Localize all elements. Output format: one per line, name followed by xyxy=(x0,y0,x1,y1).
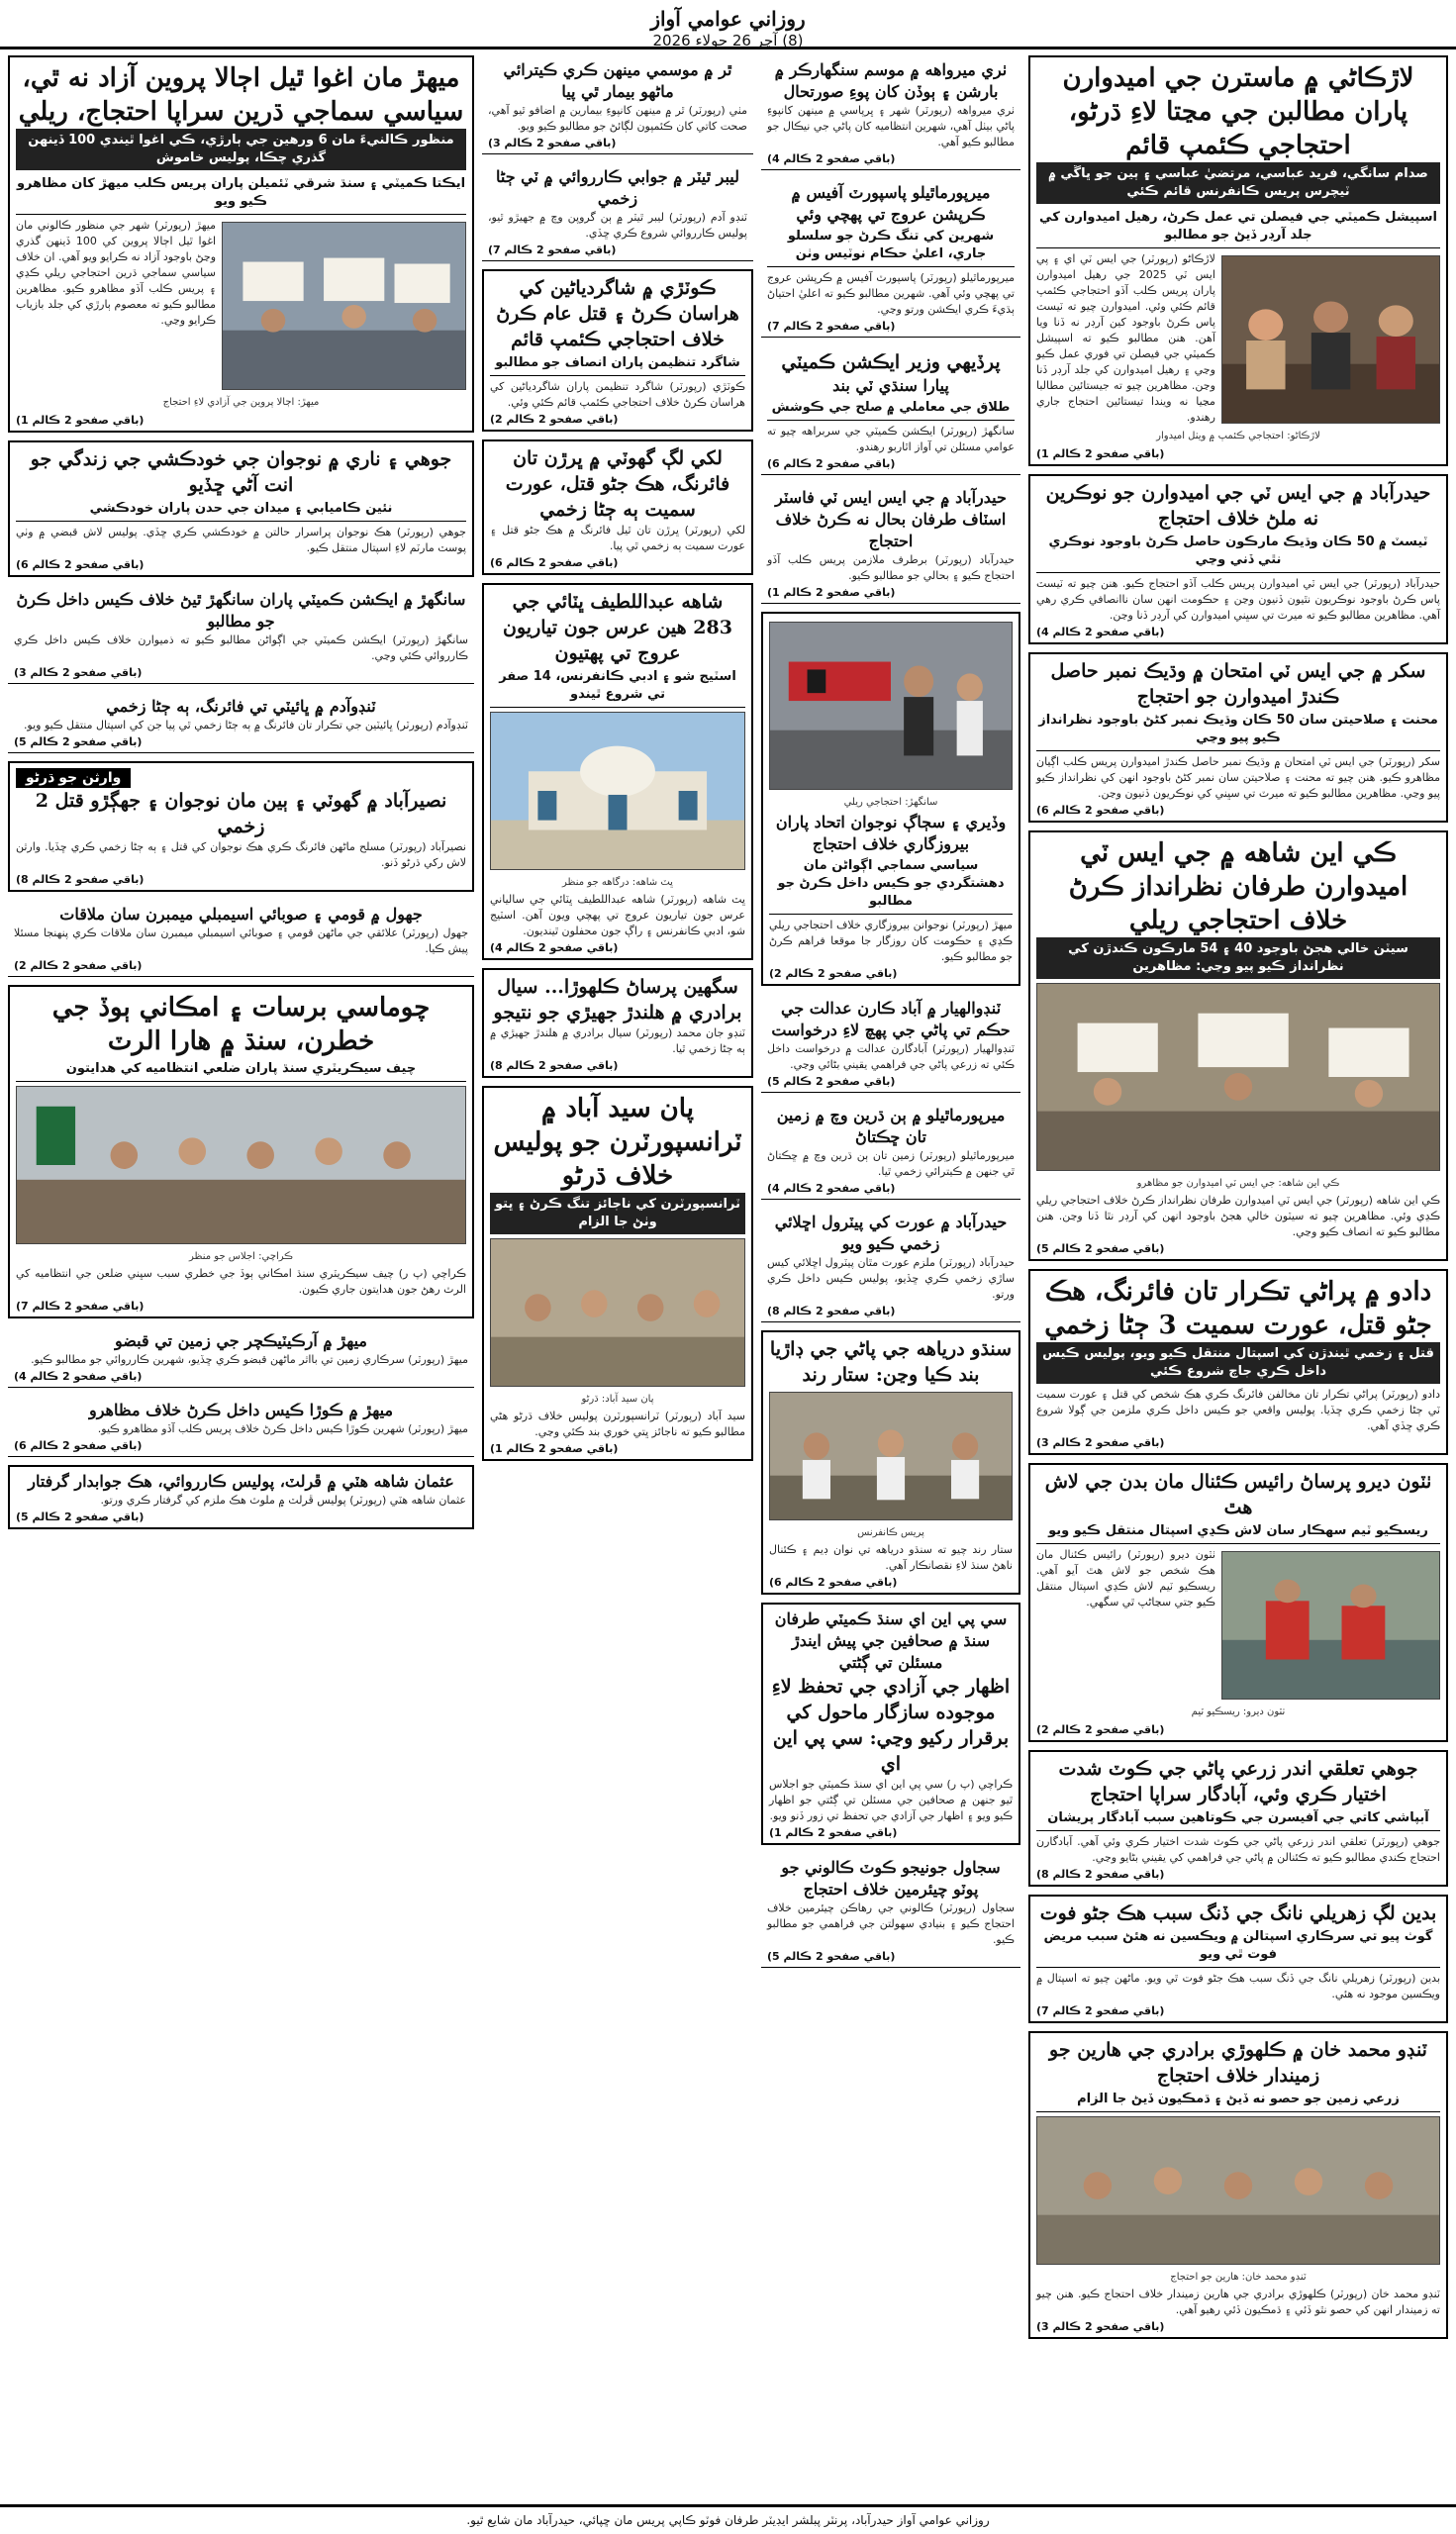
continued: (باقي صفحو 2 ڪالم 3) xyxy=(1036,1436,1165,1449)
continued: (باقي صفحو 2 ڪالم 2) xyxy=(1036,1723,1165,1736)
story-usman-shah xyxy=(8,1465,474,1529)
continued: (باقي صفحو 2 ڪالم 6) xyxy=(490,556,619,569)
photo-caption: ڪراچي: اجلاس جو منظر xyxy=(189,1251,293,1262)
subhead: اسٽيج شو ۽ ادبي ڪانفرنس، 14 صفر تي شروع ٿيندو xyxy=(490,666,745,708)
column-3 xyxy=(482,55,753,2500)
story-thar-rain xyxy=(482,55,753,154)
story-bhitai-urs xyxy=(482,583,753,960)
story-mehar-land xyxy=(8,1326,474,1388)
continued: (باقي صفحو 2 ڪالم 6) xyxy=(16,558,145,571)
continued: (باقي صفحو 2 ڪالم 1) xyxy=(769,1826,898,1839)
photo-protest-camp xyxy=(1221,255,1440,424)
story-sukkur-gst xyxy=(1028,652,1448,823)
headline: ڪوٽڙي ۾ شاگردياڻين کي هراسان ڪرڻ ۽ قتل عام ڪرڻ خلاف احتجاجي ڪئمپ قائم xyxy=(496,277,739,350)
story-body: ٽنڊو محمد خان (رپورٽر) ڪلهوڙي برادري جي هارين زميندار خلاف احتجاج ڪيو. هنن چيو ته زميندار انهن کي حصو نٿو ڏئي ۽ ڌمڪيون ڏئي رهيو آهي. xyxy=(1036,2288,1440,2316)
subhead: منظور ڪالنيءَ مان 6 ورهين جي ٻارڙي، ڪي اغوا ٿيندي 100 ڏينهن گذري چڪا، پوليس خاموش xyxy=(16,129,466,170)
continued: (باقي صفحو 2 ڪالم 5) xyxy=(16,1511,145,1523)
story-body: ڀٽ شاهه (رپورٽر) شاهه عبداللطيف ڀٽائي جي سالياني عرس جون تياريون عروج تي پهچي ويون آهن. اسٽيج شو، ادبي ڪانفرنس ۽ راڳ جون محفلون ٿينديون. xyxy=(490,893,745,937)
headline: جهول ۾ قومي ۽ صوبائي اسيمبلي ميمبرن سان ملاقات xyxy=(59,905,423,924)
story-mehar-abduction xyxy=(8,55,474,433)
subhead: چيف سيڪريٽري سنڌ پاران ضلعي انتظاميه کي هدايتون xyxy=(16,1058,466,1082)
headline: سکر ۾ جي ايس ٽي امتحان ۾ وڌيڪ نمبر حاصل ڪندڙ اميدوارن جو احتجاج xyxy=(1050,660,1426,708)
badge: وارثن جو ڌرڻو xyxy=(16,768,131,788)
story-jhol-meeting xyxy=(8,900,474,977)
story-body: ڪراچي (پ ر) چيف سيڪريٽري سنڌ امڪاني ٻوڏ جي خطري سبب سڀني ضلعن جي انتظاميه کي الرٽ رهڻ جون هدايتون جاري ڪيون. xyxy=(16,1267,466,1296)
continued: (باقي صفحو 2 ڪالم 8) xyxy=(490,1059,619,1072)
masthead xyxy=(0,0,1456,49)
story-tando-adam-firing xyxy=(8,692,474,753)
photo-caption: پان سيد آباد: ڌرڻو xyxy=(581,1394,654,1405)
headline: عثمان شاهه هٽي ۾ ڦرلٽ، پوليس ڪارروائي، هڪ جوابدار گرفتار xyxy=(28,1472,454,1491)
story-sanghar-action xyxy=(8,585,474,684)
continued: (باقي صفحو 2 ڪالم 4) xyxy=(767,152,896,165)
continued: (باقي صفحو 2 ڪالم 7) xyxy=(767,320,896,333)
subhead: ريسڪيو ٽيم سهڪار سان لاش ڪڍي اسپتال منتقل ڪيو ويو xyxy=(1036,1520,1440,1544)
story-mehar-false-cases xyxy=(8,1396,474,1457)
story-body: حيدرآباد (رپورٽر) برطرف ملازمن پريس ڪلب آڏو احتجاج ڪيو ۽ بحالي جو مطالبو ڪيو. xyxy=(767,553,1015,582)
headline: ٺٽون ديرو پرساڻ رائيس ڪئنال مان بدن جي لاش هٿ xyxy=(1044,1471,1432,1518)
continued: (باقي صفحو 2 ڪالم 1) xyxy=(16,414,145,427)
story-hyderabad-woman xyxy=(761,1208,1020,1322)
headline: سنڌو درياهه جي پاڻي جي ڊاڙيا بند ڪيا وڃن: ستار رند xyxy=(769,1338,1013,1386)
headline: دادو ۾ پراڻي تڪرار تان فائرنگ، هڪ جڻو قتل، عورت سميت 3 ڄڻا زخمي xyxy=(1044,1277,1432,1340)
headline: ڪي اين شاهه ۾ جي ايس ٽي اميدوارن طرفان نظرانداز ڪرڻ خلاف احتجاجي ريلي xyxy=(1068,838,1408,935)
photo-youth-rally xyxy=(769,622,1013,790)
continued: (باقي صفحو 2 ڪالم 8) xyxy=(767,1305,896,1317)
subhead: زرعي زمين جو حصو نه ڏيڻ ۽ ڌمڪيون ڏيڻ جا الزام xyxy=(1036,2089,1440,2112)
photo-abduction-protest xyxy=(222,222,466,390)
photo-rescue-team xyxy=(1221,1551,1440,1700)
story-body: دادو (رپورٽر) پراڻي تڪرار تان مخالفن فائرنگ ڪري هڪ شخص کي قتل ۽ عورت سميت ٽي ڄڻا زخمي ڪري ڇڏيا. پوليس واقعي جو ڪيس داخل ڪري ملزمن جي ڳولا شروع ڪري ڇڏي آهي. xyxy=(1036,1388,1440,1432)
subhead-2: اسپيشل ڪميٽي جي فيصلن تي عمل ڪرڻ، رهيل اميدوارن کي جلد آرڊر ڏيڻ جو مطالبو xyxy=(1036,207,1440,248)
photo-caption: سانگهڙ: احتجاجي ريلي xyxy=(843,797,938,808)
headline: ٽنڊوالهيار ۾ آباد ڪارن عدالت جي حڪم تي پاڻي جي پهچ لاءِ درخواست xyxy=(771,999,1011,1039)
subhead: ٽرانسپورٽرن کي ناجائز تنگ ڪرڻ ۽ ڀتو وٺڻ جا الزام xyxy=(490,1193,745,1234)
story-body: ٽنڊوالهيار (رپورٽر) آبادگارن عدالت ۾ درخواست داخل ڪئي ته زرعي پاڻي جي فراهمي يقيني بڻائي وڃي. xyxy=(767,1042,1015,1071)
photo-caption: ٽنڊو محمد خان: هارين جو احتجاج xyxy=(1170,2272,1307,2283)
story-thatta-body-found xyxy=(1028,1463,1448,1742)
photo-caption: ٺٽون ديرو: ريسڪيو ٽيم xyxy=(1191,1706,1286,1717)
continued: (باقي صفحو 2 ڪالم 3) xyxy=(488,137,617,149)
headline: پان سيد آباد ۾ ٽرانسپورٽرن جو پوليس خلاف ڌرڻو xyxy=(493,1094,742,1191)
story-cpne xyxy=(761,1603,1020,1845)
subhead: شاگرد تنظيمن پاران انصاف جو مطالبو xyxy=(490,352,745,376)
story-body: سيد آباد (رپورٽر) ٽرانسپورٽرن پوليس خلاف ڌرڻو هڻي مطالبو ڪيو ته ناجائز ڀتي خوري بند ڪئي وڃي. xyxy=(490,1410,745,1438)
subhead: سيٽن خالي هجڻ باوجود 40 ۽ 54 مارڪون ڪندڙن کي نظرانداز ڪيو پيو وڃي: مظاهرين xyxy=(1036,937,1440,979)
story-body: ڪراچي (پ ر) سي پي اين اي سنڌ ڪميٽي جو اجلاس ٿيو جنهن ۾ صحافين جي مسئلن تي ڳڻتي جو اظهار ڪيو ويو ۽ اظهار جي آزادي جي تحفظ تي زور ڏنو ويو. xyxy=(769,1778,1013,1822)
story-johi-suicide xyxy=(8,440,474,577)
headline: ٿر ۾ موسمي مينهن ڪري ڪيترائي ماڻهو بيمار ٿي پيا xyxy=(503,60,732,101)
story-body: سانگهڙ (رپورٽر) ايڪشن ڪميٽي جي اڳواڻن مطالبو ڪيو ته ذميوارن خلاف ڪيس داخل ڪري ڪارروائي ڪئي وڃي. xyxy=(14,634,468,662)
continued: (باقي صفحو 2 ڪالم 6) xyxy=(769,1576,898,1589)
headline: پرڏيهي وزير ايڪشن ڪميٽي xyxy=(781,351,1001,373)
headline: ميهڙ ۾ آرڪيٽيڪچر جي زمين تي قبضو xyxy=(115,1331,367,1350)
subhead: آبپاشي کاتي جي آفيسرن جي ڪوتاهين سبب آبادگار پريشان xyxy=(1036,1807,1440,1831)
story-tando-mkhan xyxy=(1028,2031,1448,2339)
column-4 xyxy=(8,55,474,2500)
story-body: نصيرآباد (رپورٽر) مسلح ماڻهن فائرنگ ڪري هڪ نوجوان کي قتل ۽ ٻه ڄڻا زخمي ڪري ڇڏيا. وارثن لاش رکي ڌرڻو ڏنو. xyxy=(16,840,466,869)
story-johi-water xyxy=(1028,1750,1448,1887)
story-passport-office xyxy=(761,178,1020,338)
headline: ميهڙ ۾ ڪوڙا ڪيس داخل ڪرڻ خلاف مظاهرو xyxy=(88,1401,394,1419)
headline: شاهه عبداللطيف ڀٽائي جي 283 هين عرس جون تياريون عروج تي پهتيون xyxy=(503,591,732,664)
story-body: ميهڙ (رپورٽر) شهر جي منظور ڪالوني مان اغوا ٿيل اڄالا پروين کي 100 ڏينهن گذري وڃڻ باوجود آزاد نه ڪرايو ويو آهي. ان خلاف سياسي سماجي ڌرين احتجاجي ريلي ڪڍي ۽ پريس ڪلب آڏو مظاهرو ڪيو. مظاهرين مطالبو ڪيو ته معصوم ٻارڙي کي جلد بازياب ڪرايو وڃي. xyxy=(16,219,217,327)
imprint-footer: روزاني عوامي آواز حيدرآباد، پرنٽر پبلشر ايڊيٽر طرفان فوٽو ڪاپي پريس مان ڇپائي، حيدرآباد مان شايع ٿيو. xyxy=(0,2504,1456,2534)
continued: (باقي صفحو 2 ڪالم 1) xyxy=(490,1442,619,1455)
story-body: ڪوٽڙي (رپورٽر) شاگرد تنظيمن پاران شاگردياڻين کي هراسان ڪرڻ خلاف احتجاجي ڪئمپ قائم ڪئي وئي. xyxy=(490,380,745,409)
story-body: ٽنڊوآدم (رپورٽر) ڀائيٽين جي تڪرار تان فائرنگ ۾ ٻه ڄڻا زخمي ٿي پيا جن کي اسپتال منتقل ڪيو ويو. xyxy=(23,719,468,731)
story-hyderabad-gst xyxy=(1028,474,1448,644)
headline: حيدرآباد ۾ جي ايس ايس ٽي فاسٽر اسٽاف طرفان بحال نه ڪرڻ خلاف احتجاج xyxy=(775,488,1007,550)
continued: (باقي صفحو 2 ڪالم 7) xyxy=(16,1300,145,1313)
photo-caption: ڪي اين شاهه: جي ايس ٽي اميدوارن جو مظاهرو xyxy=(1136,1178,1340,1189)
story-thari-mirwah xyxy=(761,55,1020,170)
continued: (باقي صفحو 2 ڪالم 3) xyxy=(1036,2320,1165,2333)
continued: (باقي صفحو 2 ڪالم 4) xyxy=(490,941,619,954)
subhead: طلاق جي معاملي ۾ صلح جي ڪوشش xyxy=(767,397,1015,421)
story-lakki-firing xyxy=(482,439,753,575)
story-body: ميهڙ (رپورٽر) سرڪاري زمين تي بااثر ماڻهن قبضو ڪري ڇڏيو، شهرين ڪارروائي جو مطالبو ڪيو. xyxy=(31,1353,468,1366)
headline: ٺري ميرواهه ۾ موسم سنگهارڪر ۾ بارشن ۽ ٻوڏن کان پوءِ صورتحال xyxy=(774,60,1008,101)
headline: بدين لڳ زهريلي نانگ جي ڏنگ سبب هڪ جڻو فوت xyxy=(1039,1902,1437,1924)
continued: (باقي صفحو 2 ڪالم 8) xyxy=(16,873,145,886)
story-body: بدين (رپورٽر) زهريلي نانگ جي ڏنگ سبب هڪ جڻو فوت ٿي ويو. ماڻهن چيو ته اسپتال ۾ ويڪسين موجود نه هئي. xyxy=(1036,1972,1440,2000)
headline: لاڙڪاڻي ۾ ماسترن جي اميدوارن پاران مطالبن جي مڃتا لاءِ ڌرڻو، احتجاجي ڪئمپ قائم xyxy=(1062,63,1414,160)
headline: وڏيري ۽ سڄاڳ نوجوان اتحاد پاران بيروزگاري خلاف احتجاج xyxy=(775,813,1007,853)
story-sial-clash xyxy=(482,968,753,1078)
continued: (باقي صفحو 2 ڪالم 2) xyxy=(769,967,898,980)
continued: (باقي صفحو 2 ڪالم 8) xyxy=(1036,1868,1165,1881)
story-kn-shah-rally xyxy=(1028,830,1448,1261)
story-body: ميهڙ (رپورٽر) نوجوانن بيروزگاري خلاف احتجاجي ريلي ڪڍي ۽ حڪومت کان روزگار جا موقعا فراهم ڪرڻ جو مطالبو ڪيو. xyxy=(769,919,1013,963)
story-body: ٽنڊو آدم (رپورٽر) ليبر ٿيٽر ۾ ٻن گروپن وچ ۾ جهيڙو ٿيو، پوليس ڪارروائي شروع ڪري ڇڏي. xyxy=(488,211,747,240)
subhead: ٽيسٽ ۾ 50 ڪان وڌيڪ مارڪون حاصل ڪرڻ باوجود نوڪري نٿي ڏني وڃي xyxy=(1036,532,1440,573)
story-body: جوهي (رپورٽر) هڪ نوجوان پراسرار حالتن ۾ خودڪشي ڪري ڇڏي. پوليس لاش قبضي ۾ وٺي پوسٽ مارٽم لاءِ اسپتال منتقل ڪيو. xyxy=(16,526,466,554)
headline: چوماسي برسات ۽ امڪاني ٻوڏ جي خطرن، سنڌ ۾ هارا الرٽ xyxy=(51,993,431,1056)
continued: (باقي صفحو 2 ڪالم 4) xyxy=(767,1182,896,1195)
photo-transport-sitin xyxy=(490,1238,745,1387)
continued: (باقي صفحو 2 ڪالم 2) xyxy=(14,959,143,972)
story-body: ميهڙ (رپورٽر) شهرين ڪوڙا ڪيس داخل ڪرڻ خلاف پريس ڪلب آڏو مظاهرو ڪيو. xyxy=(97,1422,468,1435)
headline: سانگهڙ ۾ ايڪشن ڪميٽي پاران سانگهڙ ٿيڻ خلاف ڪيس داخل ڪرڻ جو مطالبو xyxy=(16,590,466,631)
headline-2: اظهار جي آزادي جي تحفظ لاءِ موجوده سازگار ماحول کي برقرار رکيو وڃي: سي پي اين اي xyxy=(771,1676,1011,1775)
story-labour-theatre xyxy=(482,162,753,261)
continued: (باقي صفحو 2 ڪالم 6) xyxy=(14,1439,143,1452)
headline: ٽنڊوآدم ۾ ڀائيٽي تي فائرنگ، ٻه ڄڻا زخمي xyxy=(106,697,376,716)
photo-caption: پريس ڪانفرنس xyxy=(857,1527,924,1538)
story-body: جهول (رپورٽر) علائقي جي ماڻهن قومي ۽ صوبائي اسيمبلي ميمبرن سان ملاقات ڪري پنهنجا مسئلا پيش ڪيا. xyxy=(14,926,468,955)
story-body: ميرپورماٿيلو (رپورٽر) زمين تان ٻن ڌرين وچ ۾ ڇڪتاڻ ٿي جنهن ۾ ڪيترائي زخمي ٿيا. xyxy=(767,1149,1015,1178)
headline: نصيرآباد ۾ گهوٽي ۽ ٻين مان نوجوان ۽ جهڳڙو قتل 2 زخمي xyxy=(35,790,447,837)
column-2 xyxy=(761,55,1020,2500)
continued: (باقي صفحو 2 ڪالم 4) xyxy=(1036,626,1165,638)
headline: ٽنڊو محمد خان ۾ ڪلهوڙي برادري جي هارين جو زميندار خلاف احتجاج xyxy=(1049,2039,1427,2087)
photo-rally xyxy=(1036,983,1440,1171)
story-badin-snake xyxy=(1028,1895,1448,2023)
story-nasirabad-murder xyxy=(8,761,474,892)
story-sujawal-colony xyxy=(761,1853,1020,1968)
headline: حيدرآباد ۾ عورت کي پيٽرول اڇلائي زخمي ڪيو ويو xyxy=(774,1213,1008,1253)
headline: ميرپورماٿيلو پاسپورٽ آفيس ۾ ڪرپشن عروج تي پهچي وئي xyxy=(791,183,991,224)
story-indus-water xyxy=(761,1330,1020,1595)
story-body: مٺي (رپورٽر) ٿر ۾ مينهن کانپوءِ بيمارين ۾ اضافو ٿيو آهي، صحت کاتي کان ڪئمپون لڳائڻ جو مطالبو ڪيو ويو. xyxy=(488,104,747,133)
story-body: عثمان شاهه هٽي (رپورٽر) پوليس ڦرلٽ ۾ ملوث هڪ ملزم کي گرفتار ڪري ورتو. xyxy=(100,1494,466,1507)
column-1 xyxy=(1028,55,1448,2500)
continued: (باقي صفحو 2 ڪالم 7) xyxy=(1036,2004,1165,2017)
story-body: سکر (رپورٽر) جي ايس ٽي امتحان ۾ وڌيڪ نمبر حاصل ڪندڙ اميدوارن پريس ڪلب اڳيان مظاهرو ڪيو. هنن چيو ته محنت ۽ صلاحيتن سان نمبر کڻڻ باوجود انهن کي نظرانداز ڪيو پيو وڃي. مظاهرين مطالبو ڪيو ته ميرٽ تي سڀني کي نوڪريون ڏنيون وڃن. xyxy=(1036,755,1440,800)
headline: جوهي ۽ ناري ۾ نوجوان جي خودڪشي جي زندگي جو انت آڻي ڇڏيو xyxy=(30,448,452,496)
continued: (باقي صفحو 2 ڪالم 6) xyxy=(1036,804,1165,817)
story-body: حيدرآباد (رپورٽر) جي ايس ٽي اميدوارن پريس ڪلب آڏو احتجاج ڪيو. هنن چيو ته ٽيسٽ پاس ڪرڻ باوجود نوڪريون نٿيون ڏنيون وڃن ۽ حڪومت انهن سان ناانصافي ڪري رهي آهي. مظاهرين مطالبو ڪيو ته ميرٽ تي سڀني اميدوارن کي آرڊر ڏنا وڃن. xyxy=(1036,577,1440,622)
photo-press-conference xyxy=(769,1392,1013,1520)
story-hyderabad-staff xyxy=(761,483,1020,604)
story-tando-allahyar xyxy=(761,994,1020,1093)
story-youth-alliance xyxy=(761,612,1020,986)
headline: سي پي اين اي سنڌ ڪميٽي طرفان سنڌ ۾ صحافين جي پيش ايندڙ مسئلن تي ڳڻتي xyxy=(774,1609,1008,1672)
issue-date: (8) آچر 26 جولاء 2026 xyxy=(652,32,804,49)
subhead: صدام سانگي، فريد عباسي، مرتضيٰ عباسي ۽ ٻين جو ڀاڱي ۾ ٽيچرس پريس ڪانفرنس قائم ڪئي xyxy=(1036,162,1440,204)
story-body: ٺري ميرواهه (رپورٽر) شهر ۽ ڀرپاسي ۾ مينهن کانپوءِ پاڻي بيٺل آهي، شهرين انتظاميه کان پاڻي جي نيڪال جو مطالبو ڪيو آهي. xyxy=(767,104,1015,148)
headline: حيدرآباد ۾ جي ايس ٽي جي اميدوارن جو نوڪرين نه ملڻ خلاف احتجاج xyxy=(1045,482,1431,530)
photo-caption: ڀٽ شاهه: درگاهه جو منظر xyxy=(562,877,673,888)
subhead: گوٺ پيو تي سرڪاري اسپتالن ۾ ويڪسين نه هئڻ سبب مريض فوت ٿي ويو xyxy=(1036,1926,1440,1968)
continued: (باقي صفحو 2 ڪالم 1) xyxy=(767,586,896,599)
story-larkana-teachers xyxy=(1028,55,1448,466)
continued: (باقي صفحو 2 ڪالم 7) xyxy=(488,244,617,256)
continued: (باقي صفحو 2 ڪالم 6) xyxy=(767,457,896,470)
story-body: سجاول (رپورٽر) ڪالوني جي رهاڪن چيئرمين خلاف احتجاج ڪيو ۽ بنيادي سهولتن جي فراهمي جو مطالبو ڪيو. xyxy=(767,1901,1015,1946)
continued: (باقي صفحو 2 ڪالم 1) xyxy=(1036,447,1165,460)
headline: لکي لڳ گهوٽي ۾ ڀرڙن تان فائرنگ، هڪ جڻو قتل، عورت سميت ٻه ڄڻا زخمي xyxy=(505,447,730,521)
headline: ميهڙ مان اغوا ٿيل اڄالا پروين آزاد نه ٿي، سياسي سماجي ڌرين سراپا احتجاج، ريلي xyxy=(18,63,464,127)
story-body: ٽنڊو جان محمد (رپورٽر) سيال برادري ۾ هلندڙ جهيڙي ۾ ٻه ڄڻا زخمي ٿيا. xyxy=(490,1026,745,1055)
story-body: ستار رند چيو ته سنڌو درياهه تي نوان ڊيم ۽ ڪئنال ناهڻ سنڌ لاءِ نقصانڪار آهي. xyxy=(769,1543,1013,1572)
subhead-2: ايڪتا ڪميٽي ۽ سنڌ شرقي ٽئميلن پاران پريس ڪلب ميهڙ کان مظاهرو ڪيو ويو xyxy=(16,173,466,215)
subhead: نئين ڪاميابي ۽ ميدان جي حدن پاران خودڪشي xyxy=(16,498,466,522)
story-syedabad-transport xyxy=(482,1086,753,1461)
headline-2: پيارا سنڌي ٽي بند xyxy=(832,376,949,395)
story-body: حيدرآباد (رپورٽر) ملزم عورت مٿان پيٽرول اڇلائي کيس ساڙي زخمي ڪري ڇڏيو، پوليس ڪيس داخل ڪري ورتو. xyxy=(767,1256,1015,1301)
headline: ليبر ٿيٽر ۾ جوابي ڪارروائي ۾ ٽي ڄڻا زخمي xyxy=(496,167,739,208)
story-body: سانگهڙ (رپورٽر) ايڪشن ڪميٽي جي سربراهه چيو ته عوامي مسئلن تي آواز اٿاربو رهندو. xyxy=(767,425,1015,453)
story-body: ٺٽون ديرو (رپورٽر) رائيس ڪئنال مان هڪ شخص جو لاش هٿ آيو آهي. ريسڪيو ٽيم لاش ڪڍي اسپتال منتقل ڪيو جتي سڃاڻپ ٿي سگهي. xyxy=(1036,1548,1215,1608)
photo-meeting xyxy=(16,1086,466,1244)
story-body: جوهي (رپورٽر) تعلقي اندر زرعي پاڻي جي ڪوٽ شدت اختيار ڪري وئي آهي. آبادگارن احتجاج ڪندي مطالبو ڪيو ته ڪئنالن ۾ پاڻي جي فراهمي کي يقيني بڻايو وڃي. xyxy=(1036,1835,1440,1864)
continued: (باقي صفحو 2 ڪالم 5) xyxy=(767,1075,896,1088)
story-dadu-firing xyxy=(1028,1269,1448,1455)
continued: (باقي صفحو 2 ڪالم 4) xyxy=(14,1370,143,1383)
story-body: ميرپورماٿيلو (رپورٽر) پاسپورٽ آفيس ۾ ڪرپشن عروج تي پهچي وئي آهي. شهرين مطالبو ڪيو ته اعليٰ احتياڻ ٻڌيءَ ڪري ايڪشن ورتو وڃي. xyxy=(767,271,1015,316)
story-body: لکي (رپورٽر) ڀرڙن تان ٿيل فائرنگ ۾ هڪ جڻو قتل ۽ عورت سميت ٻه زخمي ٿي پيا. xyxy=(490,524,745,552)
story-body: ڪي اين شاهه (رپورٽر) جي ايس ٽي اميدوارن طرفان نظرانداز ڪرڻ خلاف احتجاجي ريلي ڪڍي وئي. مظاهرين چيو ته سيٽون خالي هجڻ باوجود انهن کي آرڊر نٿا ڏنا وڃن. هنن مطالبو ڪيو ته انصاف ڪيو وڃي. xyxy=(1036,1194,1440,1238)
subhead: محنت ۽ صلاحيتن سان 50 ڪان وڌيڪ نمبر کڻڻ باوجود نظرانداز ڪيو پيو وڃي xyxy=(1036,710,1440,751)
newspaper-title: روزاني عوامي آواز xyxy=(650,7,806,31)
subhead: شهرين کي تنگ ڪرڻ جو سلسلو جاري، اعليٰ حڪام نوٽيس وٺن xyxy=(767,226,1015,267)
continued: (باقي صفحو 2 ڪالم 5) xyxy=(767,1950,896,1963)
photo-shrine xyxy=(490,712,745,870)
headline: سگهين پرساڻ ڪلهوڙا... سيال برادري ۾ هلندڙ جهيڙي جو نتيجو xyxy=(493,976,742,1023)
continued: (باقي صفحو 2 ڪالم 5) xyxy=(14,735,143,748)
story-monsoon-alert xyxy=(8,985,474,1318)
story-mirpur-land xyxy=(761,1101,1020,1200)
story-body: لاڙڪاڻو (رپورٽر) جي ايس ٽي اي ۽ پي ايس ٽي 2025 جي رهيل اميدوارن پاران پريس ڪلب آڏو احتجاجي ڪئمپ قائم ڪئي وئي. اميدوارن چيو ته ٽيسٽ پاس ڪرڻ باوجود کين آرڊر نه ڏنا ويا آهن. هنن مطالبو ڪيو ته اسپيشل ڪميٽي جي فيصلن تي فوري عمل ڪيو وڃي ۽ رهيل اميدوارن کي جلد آرڊر ڏنا وڃن. مظاهرين چيو ته جيستائين مطالبا مڃيا نه ويندا تيستائين احتجاج جاري رهندو. xyxy=(1036,252,1215,424)
photo-farmers-protest xyxy=(1036,2116,1440,2265)
headline: ميرپورماٿيلو ۾ ٻن ڌرين وچ ۾ زمين تان ڇڪتاڻ xyxy=(776,1106,1006,1146)
subhead: قتل ۽ زخمي ٿيندڙن کي اسپتال منتقل ڪيو ويو، پوليس ڪيس داخل ڪري جاچ شروع ڪئي xyxy=(1036,1342,1440,1384)
headline: جوهي تعلقي اندر زرعي پاڻي جي ڪوٽ شدت اختيار ڪري وئي، آبادگار سراپا احتجاج xyxy=(1058,1758,1418,1805)
continued: (باقي صفحو 2 ڪالم 5) xyxy=(1036,1242,1165,1255)
story-kotri-students xyxy=(482,269,753,432)
headline: سجاول جونيجو ڪوٽ ڪالوني جو پوٽو چيئرمين خلاف احتجاج xyxy=(781,1858,1001,1899)
story-action-committee xyxy=(761,345,1020,475)
photo-caption: ميهڙ: اڄالا پروين جي آزادي لاءِ احتجاج xyxy=(162,397,320,408)
photo-caption: لاڙڪاڻو: احتجاجي ڪئمپ ۾ ويٺل اميدوار xyxy=(1156,431,1320,441)
subhead: سياسي سماجي اڳواڻن مان دهشتگردي جو ڪيس داخل ڪرڻ جو مطالبو xyxy=(769,855,1013,915)
continued: (باقي صفحو 2 ڪالم 2) xyxy=(490,413,619,426)
continued: (باقي صفحو 2 ڪالم 3) xyxy=(14,666,143,679)
